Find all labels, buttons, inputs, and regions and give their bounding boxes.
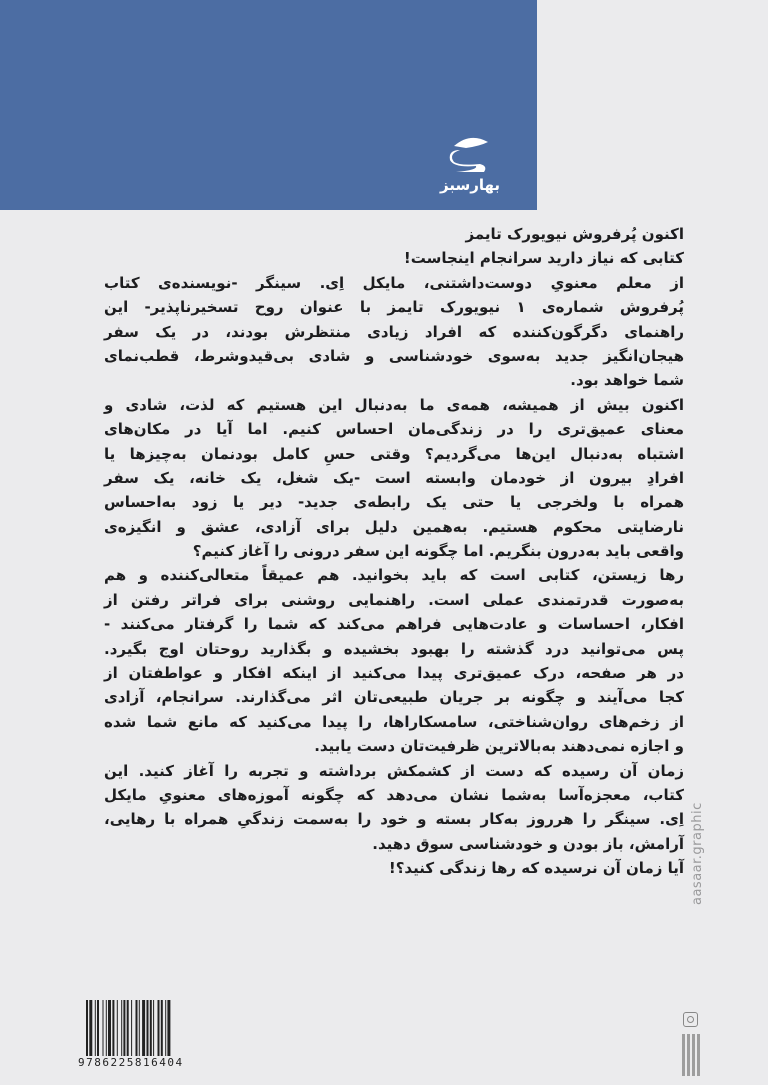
barcode-bar [97, 1000, 99, 1056]
blurb-paragraph [104, 222, 684, 246]
blurb-line: واقعی باید به‌درون بنگریم. اما چگونه این سفر درونی را آغاز کنیم؟ [192, 542, 684, 561]
blurb-paragraph [104, 271, 684, 393]
blurb-paragraph [104, 246, 684, 270]
barcode-bar [147, 1000, 149, 1056]
blurb-line: افکار، احساسات و عادت‌هایی فراهم می‌کند که شما را گرفتار می‌کنند - [104, 615, 684, 634]
blurb-line: اکنون بیش از همیشه، همه‌ی ما به‌دنبال این هستیم که لذت، شادی و [104, 395, 684, 414]
cover-color-block [0, 0, 537, 210]
isbn-number: 9786225816404 [78, 1056, 184, 1069]
blurb-paragraph [104, 759, 684, 857]
blurb-line: شما خواهد بود. [570, 371, 684, 390]
barcode-bar [127, 1000, 129, 1056]
barcode-bar [108, 1000, 111, 1056]
blurb-line: کتابی که نیاز دارید سرانجام اینجاست! [403, 249, 684, 268]
publisher-logo [440, 132, 500, 202]
blurb-line: اشتباه به‌دنبال این‌ها می‌گردیم؟ وقتی حسِ کامل بودنمان به‌چیزها یا [104, 444, 684, 463]
instagram-icon [683, 1012, 698, 1027]
publisher-name: بهارسبز [439, 176, 500, 194]
blurb-line: از زخم‌های روان‌شناختی، سامسکاراها، را پیدا می‌کنید که مانع شما شده [104, 712, 684, 731]
blurb-line: راهنمای دگرگون‌کننده که افراد زیادی منتظرش بودند، در یک سفر [104, 322, 684, 341]
blurb-paragraph [104, 563, 684, 758]
blurb-line: افرادِ بیرون از خودمان وابسته است -یک شغل، یک خانه، یک سفر [104, 468, 684, 487]
barcode-bar [131, 1000, 132, 1056]
blurb-line: آیا زمان آن نرسیده که رها زندگی کنید؟! [388, 859, 684, 878]
barcode-bar [150, 1000, 152, 1056]
barcode-bar [153, 1000, 154, 1056]
blurb-paragraph [104, 856, 684, 880]
blurb-line: کتاب، معجزه‌آسا به‌شما نشان می‌دهد که چگونه آموزه‌های معنویِ مایکل [104, 785, 684, 804]
designer-credit: aasaar.graphic [690, 802, 705, 905]
blurb-line: کجا می‌آیند و چگونه بر جریان طبیعی‌تان اثر می‌گذارند. سرانجام، آزادی [104, 688, 684, 707]
blurb-line: پس می‌توانید درد گذشته را بهبود بخشیده و بگذارید روحتان اوج بگیرد. [104, 639, 684, 658]
barcode-bar [86, 1000, 88, 1056]
barcode-bar [89, 1000, 92, 1056]
barcode-bar [165, 1000, 166, 1056]
publisher-logo-icon [440, 132, 500, 176]
blurb-line: اِی. سینگر را هرروز به‌کار بسته و خود را به‌سمت زندگیِ همراه با رهایی، [104, 810, 684, 829]
barcode [86, 1000, 214, 1056]
barcode-bar [106, 1000, 107, 1056]
barcode-bar [123, 1000, 125, 1056]
blurb-line: هیجان‌انگیز جدید به‌سوی خودشناسی و شادی بی‌قیدوشرط، قطب‌نمای [104, 346, 684, 365]
blurb-line: از معلم معنویِ دوست‌داشتنی، مایکل اِی. سینگر -نویسنده‌ی کتاب [104, 273, 684, 292]
barcode-bar [139, 1000, 140, 1056]
blurb-line: نارضایتی محکوم هستیم. به‌همین دلیل برای آزادی، عشق و انگیزه‌ی [104, 517, 684, 536]
blurb-line: پُرفروش شماره‌ی ۱ نیویورک تایمز با عنوان روح تسخیرناپذیر- این [104, 298, 685, 317]
blurb-line: و اجازه نمی‌دهند به‌بالاترین ظرفیت‌تان دست یابید. [314, 737, 684, 756]
barcode-bar [136, 1000, 138, 1056]
barcode-bar [95, 1000, 96, 1056]
blurb-line: معنای عمیق‌تری را در زندگی‌مان احساس کنیم. اما آیا در مکان‌های [104, 420, 684, 439]
blurb-line: آرامش، باز بودن و خودشناسی سوق دهید. [372, 834, 684, 853]
blurb-line: رها زیستن، کتابی است که باید بخوانید. هم عمیقاً متعالی‌کننده و هم [104, 566, 684, 585]
blurb-paragraph [104, 393, 684, 564]
blurb-line: همراه با ولخرجی یا حتی یک رابطه‌ی جدید- دیر یا زود به‌احساس [104, 493, 684, 512]
barcode-bar [112, 1000, 114, 1056]
barcode-bar [142, 1000, 145, 1056]
barcode-bar [167, 1000, 170, 1056]
barcode-bar [121, 1000, 122, 1056]
barcode-bar [117, 1000, 118, 1056]
barcode-bar [103, 1000, 104, 1056]
blurb-line: اکنون پُرفروش نیویورک تایمز [465, 225, 684, 243]
barcode-bar [158, 1000, 160, 1056]
blurb-line: به‌صورت قدرتمندی عملی است. راهنمایی روشنی برای فراتر رفتن از [104, 590, 684, 609]
blurb-line: زمان آن رسیده که دست از کشمکش برداشته و تجربه را آغاز کنید. این [104, 761, 684, 780]
barcode-bar [161, 1000, 163, 1056]
back-cover-blurb [104, 222, 684, 881]
designer-logo-icon [682, 1034, 700, 1076]
blurb-line: در هر صفحه، درک عمیق‌تری پیدا می‌کنید از اینکه افکار و عواطفتان از [104, 664, 684, 683]
